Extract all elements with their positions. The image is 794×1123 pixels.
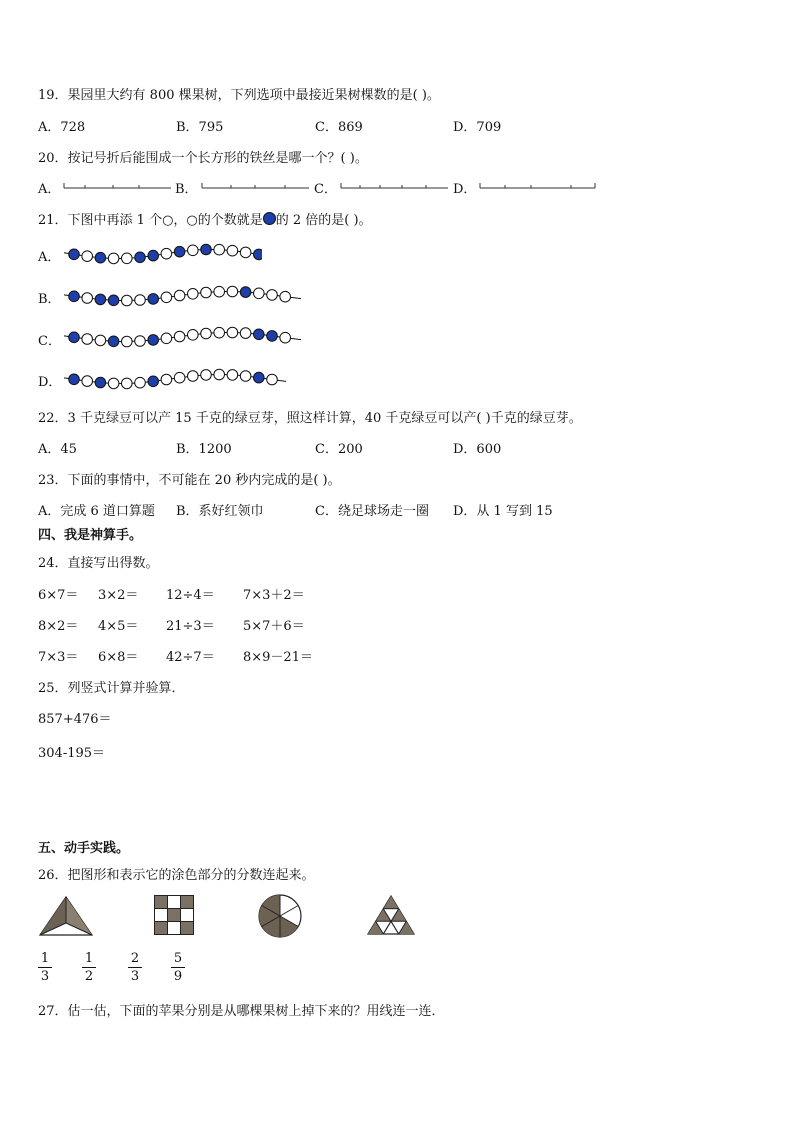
white-bead <box>267 290 278 301</box>
fraction-1-3[interactable] <box>38 951 52 984</box>
q23-stem: 23．下面的事情中，不可能在 20 秒内完成的是( )。 <box>38 473 341 488</box>
wire-c-icon <box>340 182 450 192</box>
q25-stem: 25．列竖式计算并验算． <box>38 681 185 696</box>
fraction-denominator: 3 <box>130 969 140 984</box>
white-bead <box>135 377 146 388</box>
white-bead <box>214 286 225 297</box>
bead-string-a <box>62 236 262 268</box>
white-bead <box>214 244 225 255</box>
q25-item-2: 304-195＝ <box>38 746 106 761</box>
q22-option-b[interactable]: B．1200 <box>176 442 232 457</box>
fraction-denominator: 9 <box>173 969 183 984</box>
q19-option-a[interactable]: A．728 <box>38 120 86 135</box>
blue-bead <box>95 252 106 263</box>
white-bead <box>214 327 225 338</box>
white-bead <box>201 328 212 339</box>
white-bead <box>161 333 172 344</box>
fraction-numerator: 1 <box>40 951 50 966</box>
white-bead <box>95 335 106 346</box>
wire-a-icon <box>63 182 173 192</box>
white-bead <box>135 295 146 306</box>
blue-bead <box>174 246 185 257</box>
blue-bead <box>254 372 265 383</box>
blue-bead-icon <box>263 212 276 225</box>
fraction-denominator: 3 <box>40 969 50 984</box>
fraction-2-3[interactable] <box>128 951 142 984</box>
q24-r1c2: 3×2＝ <box>98 588 139 603</box>
q21-stem-before: 21．下图中再添 1 个○，○的个数就是 <box>38 213 263 228</box>
fraction-numerator: 2 <box>130 951 140 966</box>
blue-bead <box>201 244 212 255</box>
q20-option-d[interactable]: D． <box>453 182 477 197</box>
blue-bead <box>69 249 80 260</box>
white-bead <box>161 374 172 385</box>
white-bead <box>174 372 185 383</box>
q26-stem: 26．把图形和表示它的涂色部分的分数连起来。 <box>38 868 315 883</box>
q24-r2c1: 8×2＝ <box>38 619 79 634</box>
q21-option-d[interactable]: D． <box>38 375 62 390</box>
white-bead <box>227 370 238 381</box>
blue-bead <box>148 335 159 346</box>
q19-option-b[interactable]: B．795 <box>176 120 224 135</box>
q22-stem: 22．3 千克绿豆可以产 15 千克的绿豆芽，照这样计算，40 千克绿豆可以产( )千克的绿豆芽。 <box>38 411 582 426</box>
blue-bead <box>108 336 119 347</box>
fraction-numerator: 1 <box>84 951 94 966</box>
q24-r1c3: 12÷4＝ <box>166 588 215 603</box>
white-bead <box>188 330 199 341</box>
q22-option-d[interactable]: D．600 <box>453 442 502 457</box>
q19-stem: 19．果园里大约有 800 棵果树，下列选项中最接近果树棵数的是( )。 <box>38 88 440 103</box>
q23-option-c[interactable]: C．绕足球场走一圈 <box>315 504 429 519</box>
white-bead <box>227 286 238 297</box>
white-bead <box>240 371 251 382</box>
white-bead <box>161 248 172 259</box>
q21-option-c[interactable]: C． <box>38 334 61 349</box>
white-bead <box>122 295 133 306</box>
white-bead <box>254 288 265 299</box>
blue-bead <box>240 287 251 298</box>
q22-option-a[interactable]: A．45 <box>38 442 77 457</box>
blue-bead <box>69 374 80 385</box>
q24-r3c1: 7×3＝ <box>38 650 79 665</box>
white-bead <box>214 369 225 380</box>
white-bead <box>227 245 238 256</box>
q21-option-a[interactable]: A． <box>38 250 61 265</box>
blue-bead <box>69 332 80 343</box>
blue-bead <box>254 249 263 260</box>
white-bead <box>135 336 146 347</box>
white-bead <box>82 251 93 262</box>
white-bead <box>122 378 133 389</box>
circle-sixths-shape <box>257 893 303 939</box>
white-bead <box>240 247 251 258</box>
white-bead <box>108 253 119 264</box>
q20-option-c[interactable]: C． <box>314 182 337 197</box>
q24-r3c3: 42÷7＝ <box>166 650 215 665</box>
bead-string-d <box>62 360 292 394</box>
q24-r2c2: 4×5＝ <box>98 619 139 634</box>
white-bead <box>280 291 291 302</box>
blue-bead <box>254 329 265 340</box>
q20-option-b[interactable]: B． <box>175 182 198 197</box>
wire-d-icon <box>479 182 597 192</box>
q24-r3c2: 6×8＝ <box>98 650 139 665</box>
white-bead <box>82 293 93 304</box>
white-bead <box>267 374 278 385</box>
q19-option-c[interactable]: C．869 <box>315 120 363 135</box>
q20-stem: 20．按记号折后能围成一个长方形的铁丝是哪一个？( )。 <box>38 151 368 166</box>
blue-bead <box>148 250 159 261</box>
fraction-5-9[interactable] <box>171 951 185 984</box>
q24-stem: 24．直接写出得数。 <box>38 556 159 571</box>
q21-stem <box>38 209 372 228</box>
wire-b-icon <box>201 182 311 192</box>
q23-option-d[interactable]: D．从 1 写到 15 <box>453 504 553 519</box>
white-bead <box>188 245 199 256</box>
section5-title: 五、动手实践。 <box>38 841 130 856</box>
white-bead <box>174 331 185 342</box>
q24-r1c1: 6×7＝ <box>38 588 79 603</box>
q21-stem-after: 的 2 倍的是( )。 <box>275 213 372 228</box>
white-bead <box>122 253 133 264</box>
white-bead <box>174 290 185 301</box>
q24-r1c4: 7×3＋2＝ <box>243 588 305 603</box>
white-bead <box>188 371 199 382</box>
blue-bead <box>95 294 106 305</box>
fraction-denominator: 2 <box>84 969 94 984</box>
white-bead <box>82 334 93 345</box>
q25-item-1: 857+476＝ <box>38 712 112 727</box>
bead-string-b <box>62 278 302 310</box>
white-bead <box>280 332 291 343</box>
q24-r2c3: 21÷3＝ <box>166 619 215 634</box>
blue-bead <box>148 376 159 387</box>
q24-r3c4: 8×9－21＝ <box>243 650 313 665</box>
blue-bead <box>95 377 106 388</box>
white-bead <box>122 336 133 347</box>
triangle-thirds-shape <box>38 895 94 937</box>
q22-option-c[interactable]: C．200 <box>315 442 363 457</box>
q23-option-a[interactable]: A．完成 6 道口算题 <box>38 504 155 519</box>
q24-r2c4: 5×7＋6＝ <box>243 619 305 634</box>
blue-bead <box>108 295 119 306</box>
white-bead <box>201 370 212 381</box>
blue-bead <box>148 294 159 305</box>
white-bead <box>240 328 251 339</box>
q23-option-b[interactable]: B．系好红领巾 <box>176 504 264 519</box>
q27-stem: 27．估一估，下面的苹果分别是从哪棵果树上掉下来的？用线连一连． <box>38 1004 445 1019</box>
white-bead <box>161 292 172 303</box>
q19-option-d[interactable]: D．709 <box>453 120 502 135</box>
blue-bead <box>267 331 278 342</box>
bead-string-c <box>62 318 302 352</box>
blue-bead <box>69 291 80 302</box>
white-bead <box>227 327 238 338</box>
q21-option-b[interactable]: B． <box>38 292 61 307</box>
white-bead <box>201 287 212 298</box>
q20-option-a[interactable]: A． <box>38 182 61 197</box>
fraction-numerator: 5 <box>173 951 183 966</box>
fraction-1-2[interactable] <box>82 951 96 984</box>
white-bead <box>108 378 119 389</box>
grid-squares-shape <box>154 895 194 935</box>
white-bead <box>188 289 199 300</box>
blue-bead <box>135 252 146 263</box>
white-bead <box>82 376 93 387</box>
section4-title: 四、我是神算手。 <box>38 528 143 543</box>
triangle-ninths-shape <box>366 894 416 936</box>
